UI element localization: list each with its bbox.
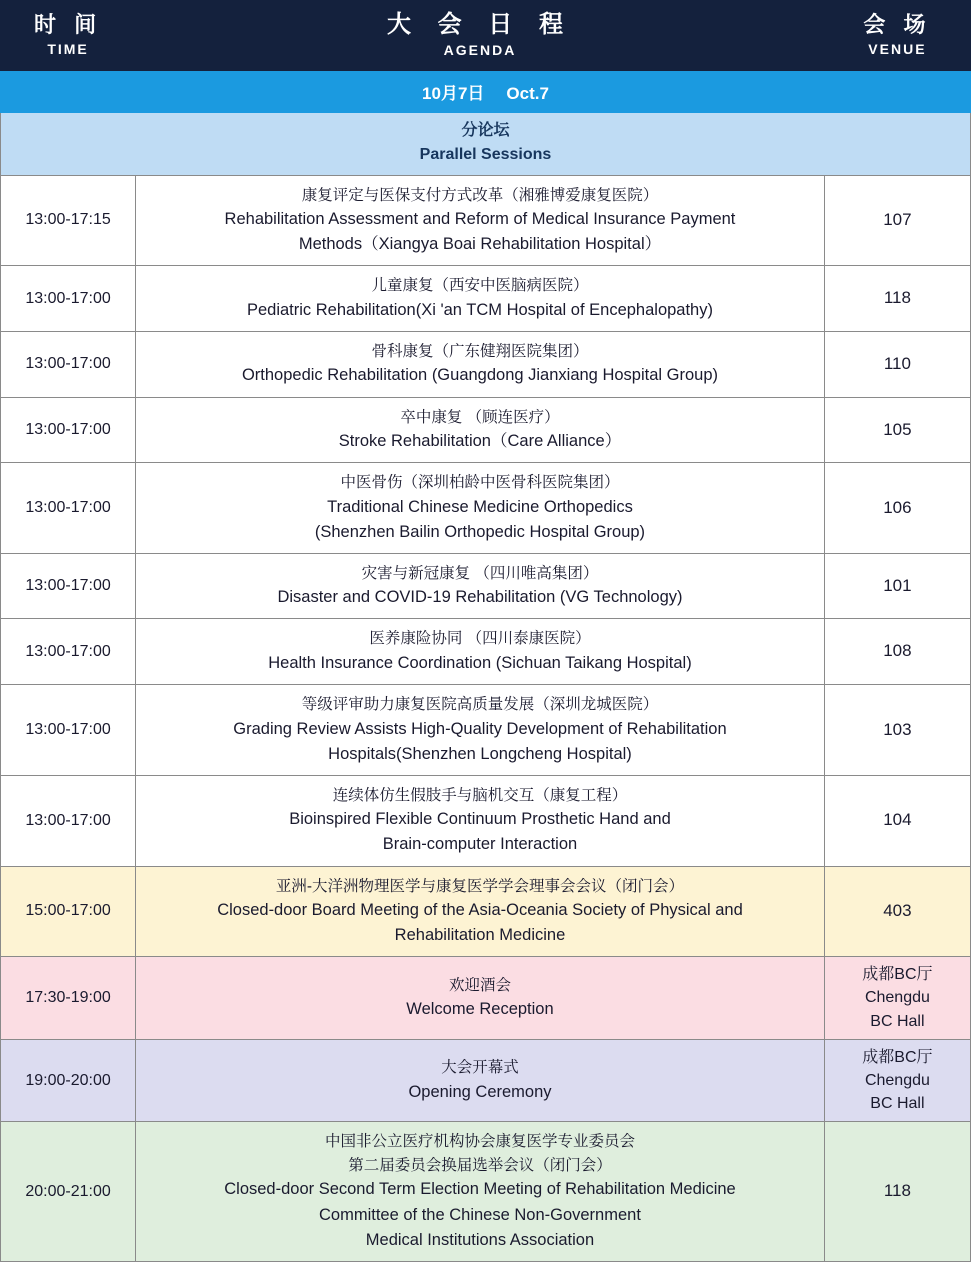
header-agenda-cn: 大 会 日 程 (386, 11, 573, 38)
row-topic (136, 553, 825, 619)
date-band-row (1, 70, 971, 112)
table-row (1, 619, 971, 685)
table-row (1, 866, 971, 957)
table-row (1, 957, 971, 1040)
row-venue: 106 (824, 463, 970, 554)
row-topic-en-1: Pediatric Rehabilitation(Xi 'an TCM Hospital of Encephalopathy) (246, 300, 713, 319)
row-topic-en-2: Brain-computer Interaction (382, 835, 578, 854)
row-topic (136, 685, 825, 776)
row-topic (136, 266, 825, 332)
row-venue: 103 (824, 685, 970, 776)
row-time: 13:00-17:00 (1, 553, 136, 619)
row-venue-en-2: BC Hall (870, 1095, 925, 1113)
header-venue-cn: 会 场 (863, 12, 932, 38)
row-topic-en-1: Health Insurance Coordination (Sichuan Taikang Hospital) (268, 654, 692, 673)
row-venue: 101 (824, 553, 970, 619)
row-topic-cn-2: 第二届委员会换届选举会议（闭门会） (348, 1156, 612, 1174)
row-topic-cn: 欢迎酒会 (448, 976, 511, 994)
row-topic-cn: 中医骨伤（深圳柏龄中医骨科医院集团） (340, 474, 620, 492)
row-topic-cn: 亚洲-大洋洲物理医学与康复医学学会理事会会议（闭门会） (275, 877, 685, 895)
table-row (1, 775, 971, 866)
row-time: 13:00-17:00 (1, 685, 136, 776)
row-venue: 403 (824, 866, 970, 957)
row-topic-cn: 卒中康复 （顾连医疗） (400, 408, 560, 426)
row-venue: 104 (824, 775, 970, 866)
row-topic (136, 866, 825, 957)
section-band-en: Parallel Sessions (419, 145, 552, 163)
table-row (1, 1122, 971, 1261)
row-venue: 118 (824, 1122, 970, 1261)
table-row (1, 1039, 971, 1122)
row-time: 17:30-19:00 (1, 957, 136, 1040)
table-row (1, 397, 971, 463)
row-topic-en-2: Hospitals(Shenzhen Longcheng Hospital) (328, 744, 632, 763)
row-topic-en-1: Grading Review Assists High-Quality Development of Rehabilitation (233, 719, 727, 738)
row-venue (824, 957, 970, 1040)
row-venue-cn: 成都BC厅 (862, 966, 933, 984)
row-topic-cn: 骨科康复（广东健翔医院集团） (371, 342, 589, 360)
row-topic-en-1: Orthopedic Rehabilitation (Guangdong Jianxiang Hospital Group) (241, 366, 718, 385)
row-topic-en-1: Stroke Rehabilitation（Care Alliance） (338, 432, 622, 451)
table-row (1, 553, 971, 619)
row-topic-en-2: (Shenzhen Bailin Orthopedic Hospital Group) (314, 522, 646, 541)
row-venue-cn: 成都BC厅 (862, 1048, 933, 1066)
header-agenda-en: AGENDA (443, 42, 517, 59)
row-time: 13:00-17:00 (1, 331, 136, 397)
table-header-row (1, 1, 971, 71)
row-topic-en-1: Closed-door Board Meeting of the Asia-Oceania Society of Physical and (217, 901, 743, 920)
row-topic (136, 619, 825, 685)
row-time: 13:00-17:00 (1, 463, 136, 554)
date-band-cn: 10月7日 (422, 83, 485, 103)
row-venue-en-1: Chengdu (864, 1071, 930, 1089)
row-topic-cn: 中国非公立医疗机构协会康复医学专业委员会 (324, 1133, 635, 1151)
header-venue-cell (824, 1, 970, 71)
header-agenda-cell (136, 1, 825, 71)
row-topic (136, 463, 825, 554)
row-time: 13:00-17:15 (1, 175, 136, 266)
row-time: 13:00-17:00 (1, 397, 136, 463)
row-time: 20:00-21:00 (1, 1122, 136, 1261)
row-topic-cn: 连续体仿生假肢手与脑机交互（康复工程） (332, 786, 628, 804)
table-row (1, 266, 971, 332)
section-band-cell (1, 112, 971, 175)
row-topic-en-2: Rehabilitation Medicine (394, 926, 566, 945)
header-time-en: TIME (47, 41, 89, 58)
row-topic-en-1: Disaster and COVID-19 Rehabilitation (VG Technology) (277, 588, 683, 607)
row-topic-cn: 康复评定与医保支付方式改革（湘雅博爱康复医院） (301, 186, 659, 204)
row-topic-cn: 等级评审助力康复医院高质量发展（深圳龙城医院） (301, 696, 659, 714)
row-venue (824, 1039, 970, 1122)
table-row (1, 463, 971, 554)
row-topic-cn: 灾害与新冠康复 （四川唯高集团） (361, 564, 599, 582)
row-topic-cn: 大会开幕式 (441, 1059, 519, 1077)
row-topic-en-1: Bioinspired Flexible Continuum Prosthetic Hand and (289, 810, 671, 829)
section-band-row (1, 112, 971, 175)
row-topic-en-1: Welcome Reception (406, 1000, 554, 1019)
date-band-en: Oct.7 (506, 83, 549, 103)
row-topic (136, 1039, 825, 1122)
row-topic (136, 175, 825, 266)
row-topic (136, 397, 825, 463)
row-topic-en-1: Rehabilitation Assessment and Reform of Medical Insurance Payment (224, 210, 736, 229)
row-venue-en-1: Chengdu (864, 989, 930, 1007)
row-topic-cn: 儿童康复（西安中医脑病医院） (371, 277, 589, 295)
row-topic-cn: 医养康险协同 （四川泰康医院） (369, 630, 591, 648)
row-time: 19:00-20:00 (1, 1039, 136, 1122)
row-topic (136, 331, 825, 397)
row-time: 13:00-17:00 (1, 266, 136, 332)
row-venue: 105 (824, 397, 970, 463)
row-topic-en-3: Medical Institutions Association (365, 1230, 595, 1249)
row-venue: 107 (824, 175, 970, 266)
date-band-cell (1, 70, 971, 112)
row-time: 15:00-17:00 (1, 866, 136, 957)
table-row (1, 685, 971, 776)
section-band-cn: 分论坛 (461, 121, 510, 139)
header-venue-en: VENUE (868, 41, 927, 58)
row-time: 13:00-17:00 (1, 775, 136, 866)
row-venue-en-2: BC Hall (870, 1012, 925, 1030)
row-topic-en-1: Closed-door Second Term Election Meeting of Rehabilitation Medicine (224, 1180, 736, 1199)
row-topic (136, 775, 825, 866)
row-topic (136, 1122, 825, 1261)
row-topic-en-2: Methods（Xiangya Boai Rehabilitation Hospital） (298, 235, 662, 254)
row-topic-en-2: Committee of the Chinese Non-Government (319, 1205, 641, 1224)
row-venue: 118 (824, 266, 970, 332)
row-topic-en-1: Opening Ceremony (408, 1082, 552, 1101)
row-topic-en-1: Traditional Chinese Medicine Orthopedics (327, 497, 633, 516)
row-venue: 108 (824, 619, 970, 685)
header-time-cn: 时 间 (34, 12, 103, 38)
table-row (1, 175, 971, 266)
row-topic (136, 957, 825, 1040)
row-venue: 110 (824, 331, 970, 397)
row-time: 13:00-17:00 (1, 619, 136, 685)
header-time-cell (1, 1, 136, 71)
table-row (1, 331, 971, 397)
